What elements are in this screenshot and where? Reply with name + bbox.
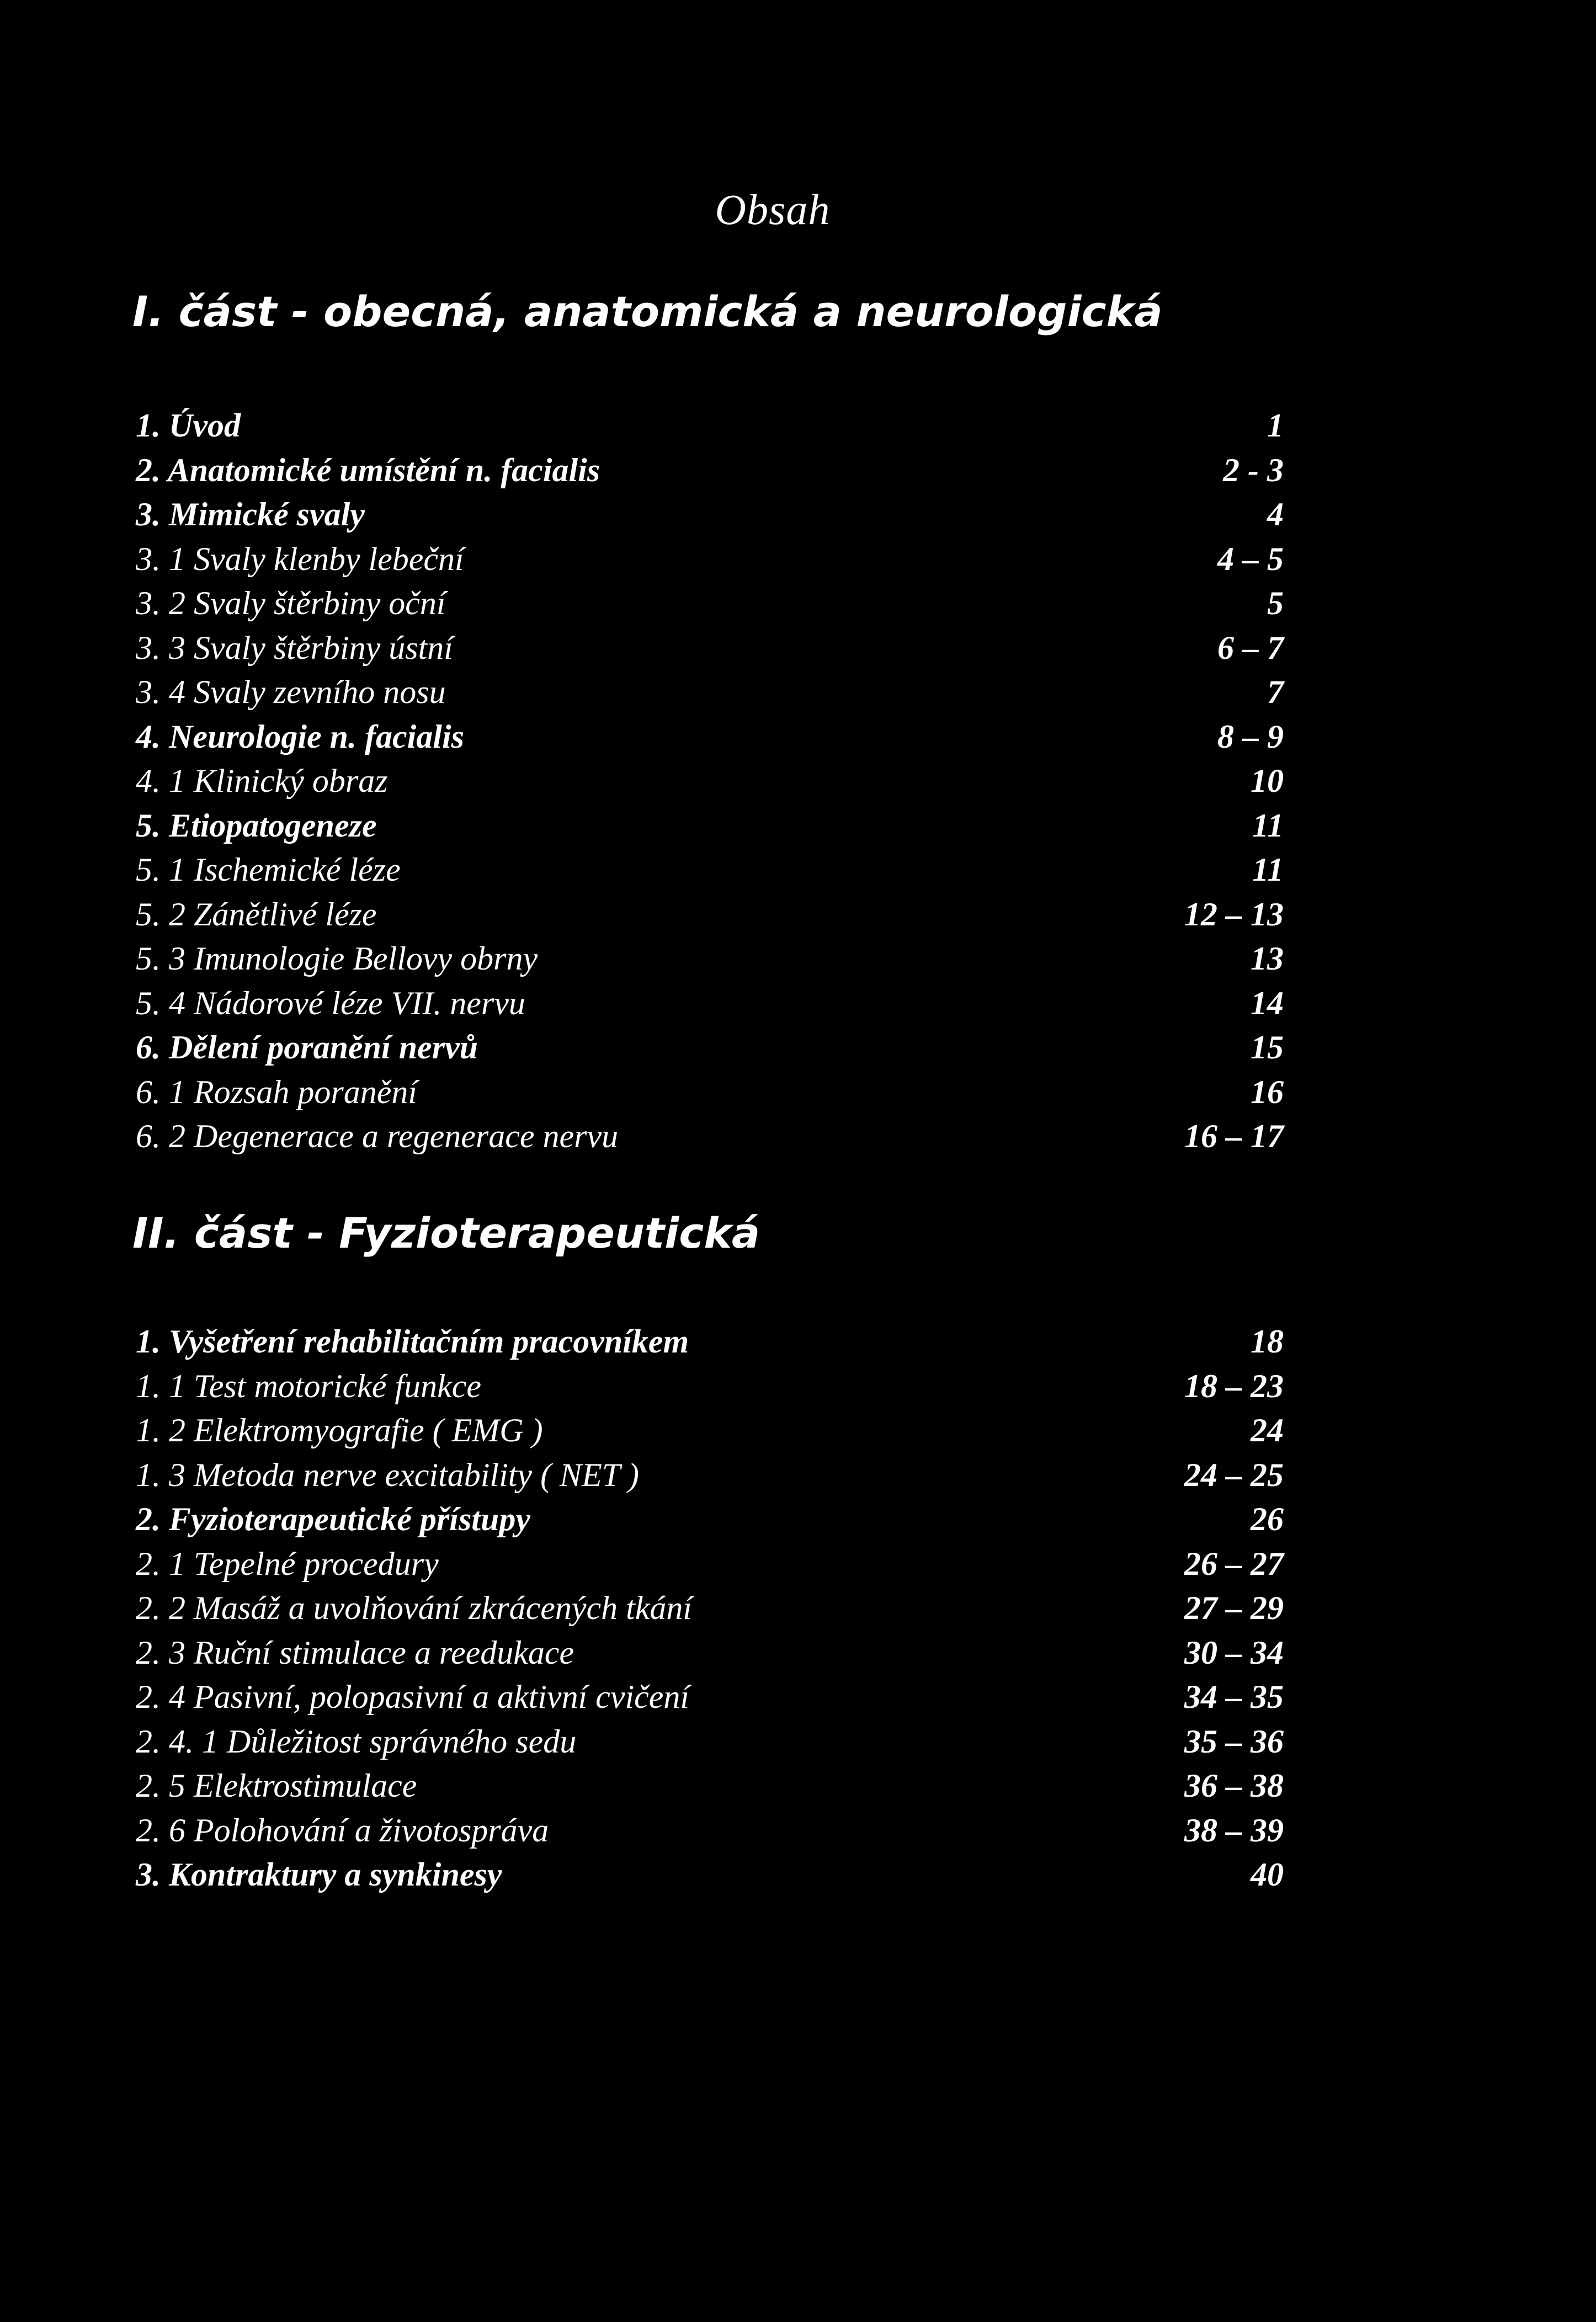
toc-entry (136, 1586, 1284, 1631)
toc-entry (136, 715, 1284, 759)
toc-entry-label: 5. Etiopatogeneze (136, 807, 377, 844)
toc-entry (136, 1764, 1284, 1808)
toc-entry (136, 892, 1284, 937)
part-2-toc (136, 1319, 1284, 1897)
toc-entry-label: 2. 5 Elektrostimulace (136, 1767, 417, 1804)
toc-entry-label: 5. 3 Imunologie Bellovy obrny (136, 940, 538, 977)
toc-entry-pages: 14 (1251, 984, 1284, 1021)
toc-entry (136, 1852, 1284, 1897)
toc-entry-pages: 7 (1267, 674, 1284, 710)
toc-entry-label: 1. 2 Elektromyografie ( EMG ) (136, 1412, 543, 1448)
toc-entry (136, 1319, 1284, 1364)
toc-entry-label: 2. 1 Tepelné procedury (136, 1545, 439, 1582)
toc-entry-pages: 30 – 34 (1184, 1634, 1284, 1671)
toc-entry-pages: 12 – 13 (1184, 896, 1284, 933)
toc-entry-label: 1. Úvod (136, 407, 241, 444)
toc-entry-pages: 26 – 27 (1184, 1545, 1284, 1582)
toc-entry (136, 670, 1284, 715)
toc-entry-pages: 11 (1252, 807, 1284, 844)
toc-entry (136, 981, 1284, 1026)
part-1-heading: I. část - obecná, anatomická a neurologická (132, 287, 1163, 336)
toc-entry-pages: 4 – 5 (1217, 540, 1284, 577)
toc-entry-pages: 16 (1251, 1073, 1284, 1110)
toc-entry (136, 1114, 1284, 1159)
toc-entry-pages: 35 – 36 (1184, 1723, 1284, 1760)
toc-entry-label: 2. 4. 1 Důležitost správného sedu (136, 1723, 577, 1760)
toc-entry-pages: 24 (1251, 1412, 1284, 1448)
toc-entry (136, 1070, 1284, 1115)
toc-entry (136, 1542, 1284, 1586)
toc-entry-label: 3. Mimické svaly (136, 496, 365, 532)
toc-entry-label: 2. 6 Polohování a životospráva (136, 1812, 549, 1849)
toc-entry-label: 3. 4 Svaly zevního nosu (136, 674, 446, 710)
toc-entry (136, 1497, 1284, 1542)
toc-entry-label: 6. 1 Rozsah poranění (136, 1073, 417, 1110)
toc-entry-label: 2. 2 Masáž a uvolňování zkrácených tkání (136, 1590, 693, 1626)
toc-entry-label: 2. 3 Ruční stimulace a reedukace (136, 1634, 574, 1671)
toc-entry (136, 848, 1284, 892)
toc-entry-label: 1. 1 Test motorické funkce (136, 1367, 481, 1404)
toc-entry-label: 2. Fyzioterapeutické přístupy (136, 1501, 530, 1537)
toc-entry-pages: 11 (1252, 851, 1284, 888)
toc-entry (136, 537, 1284, 582)
toc-entry-pages: 27 – 29 (1184, 1590, 1284, 1626)
toc-entry-pages: 36 – 38 (1184, 1767, 1284, 1804)
toc-entry-pages: 24 – 25 (1184, 1456, 1284, 1493)
toc-entry-label: 4. 1 Klinický obraz (136, 763, 388, 799)
toc-entry-pages: 2 - 3 (1223, 451, 1284, 488)
toc-entry-label: 1. 3 Metoda nerve excitability ( NET ) (136, 1456, 639, 1493)
toc-entry-pages: 4 (1267, 496, 1284, 532)
toc-entry-pages: 10 (1251, 763, 1284, 799)
toc-entry (136, 1025, 1284, 1070)
toc-entry-label: 2. 4 Pasivní, polopasivní a aktivní cvičení (136, 1679, 690, 1715)
toc-entry-label: 3. Kontraktury a synkinesy (136, 1856, 502, 1893)
toc-entry-label: 2. Anatomické umístění n. facialis (136, 451, 600, 488)
toc-entry-pages: 6 – 7 (1217, 629, 1284, 666)
toc-entry-label: 4. Neurologie n. facialis (136, 718, 464, 755)
toc-entry (136, 1808, 1284, 1853)
toc-entry (136, 626, 1284, 670)
toc-entry-pages: 15 (1251, 1029, 1284, 1066)
toc-entry-label: 3. 1 Svaly klenby lebeční (136, 540, 464, 577)
toc-entry (136, 403, 1284, 448)
toc-entry (136, 1719, 1284, 1764)
toc-entry (136, 448, 1284, 493)
toc-entry-label: 5. 4 Nádorové léze VII. nervu (136, 984, 525, 1021)
toc-entry-pages: 5 (1267, 585, 1284, 621)
toc-entry-pages: 34 – 35 (1184, 1679, 1284, 1715)
toc-entry-pages: 13 (1251, 940, 1284, 977)
toc-entry (136, 1453, 1284, 1498)
toc-entry-pages: 18 (1251, 1323, 1284, 1360)
toc-entry-pages: 38 – 39 (1184, 1812, 1284, 1849)
toc-entry (136, 1675, 1284, 1719)
toc-entry (136, 759, 1284, 803)
toc-entry (136, 936, 1284, 981)
toc-entry (136, 803, 1284, 848)
toc-entry-label: 3. 2 Svaly štěrbiny oční (136, 585, 446, 621)
toc-entry-label: 5. 1 Ischemické léze (136, 851, 401, 888)
page-title: Obsah (715, 185, 831, 233)
part-1-toc (136, 403, 1284, 1159)
part-2-heading: II. část - Fyzioterapeutická (132, 1208, 760, 1258)
toc-entry (136, 1364, 1284, 1409)
toc-entry (136, 1631, 1284, 1675)
toc-entry-label: 6. Dělení poranění nervů (136, 1029, 478, 1066)
toc-entry (136, 1408, 1284, 1453)
toc-entry-pages: 40 (1251, 1856, 1284, 1893)
toc-entry-label: 5. 2 Zánětlivé léze (136, 896, 377, 933)
toc-entry-pages: 8 – 9 (1217, 718, 1284, 755)
toc-entry-pages: 1 (1267, 407, 1284, 444)
toc-entry (136, 581, 1284, 626)
toc-entry (136, 492, 1284, 537)
toc-entry-label: 1. Vyšetření rehabilitačním pracovníkem (136, 1323, 689, 1360)
toc-entry-pages: 16 – 17 (1184, 1118, 1284, 1154)
toc-entry-label: 3. 3 Svaly štěrbiny ústní (136, 629, 453, 666)
toc-entry-pages: 26 (1251, 1501, 1284, 1537)
toc-entry-label: 6. 2 Degenerace a regenerace nervu (136, 1118, 619, 1154)
toc-entry-pages: 18 – 23 (1184, 1367, 1284, 1404)
